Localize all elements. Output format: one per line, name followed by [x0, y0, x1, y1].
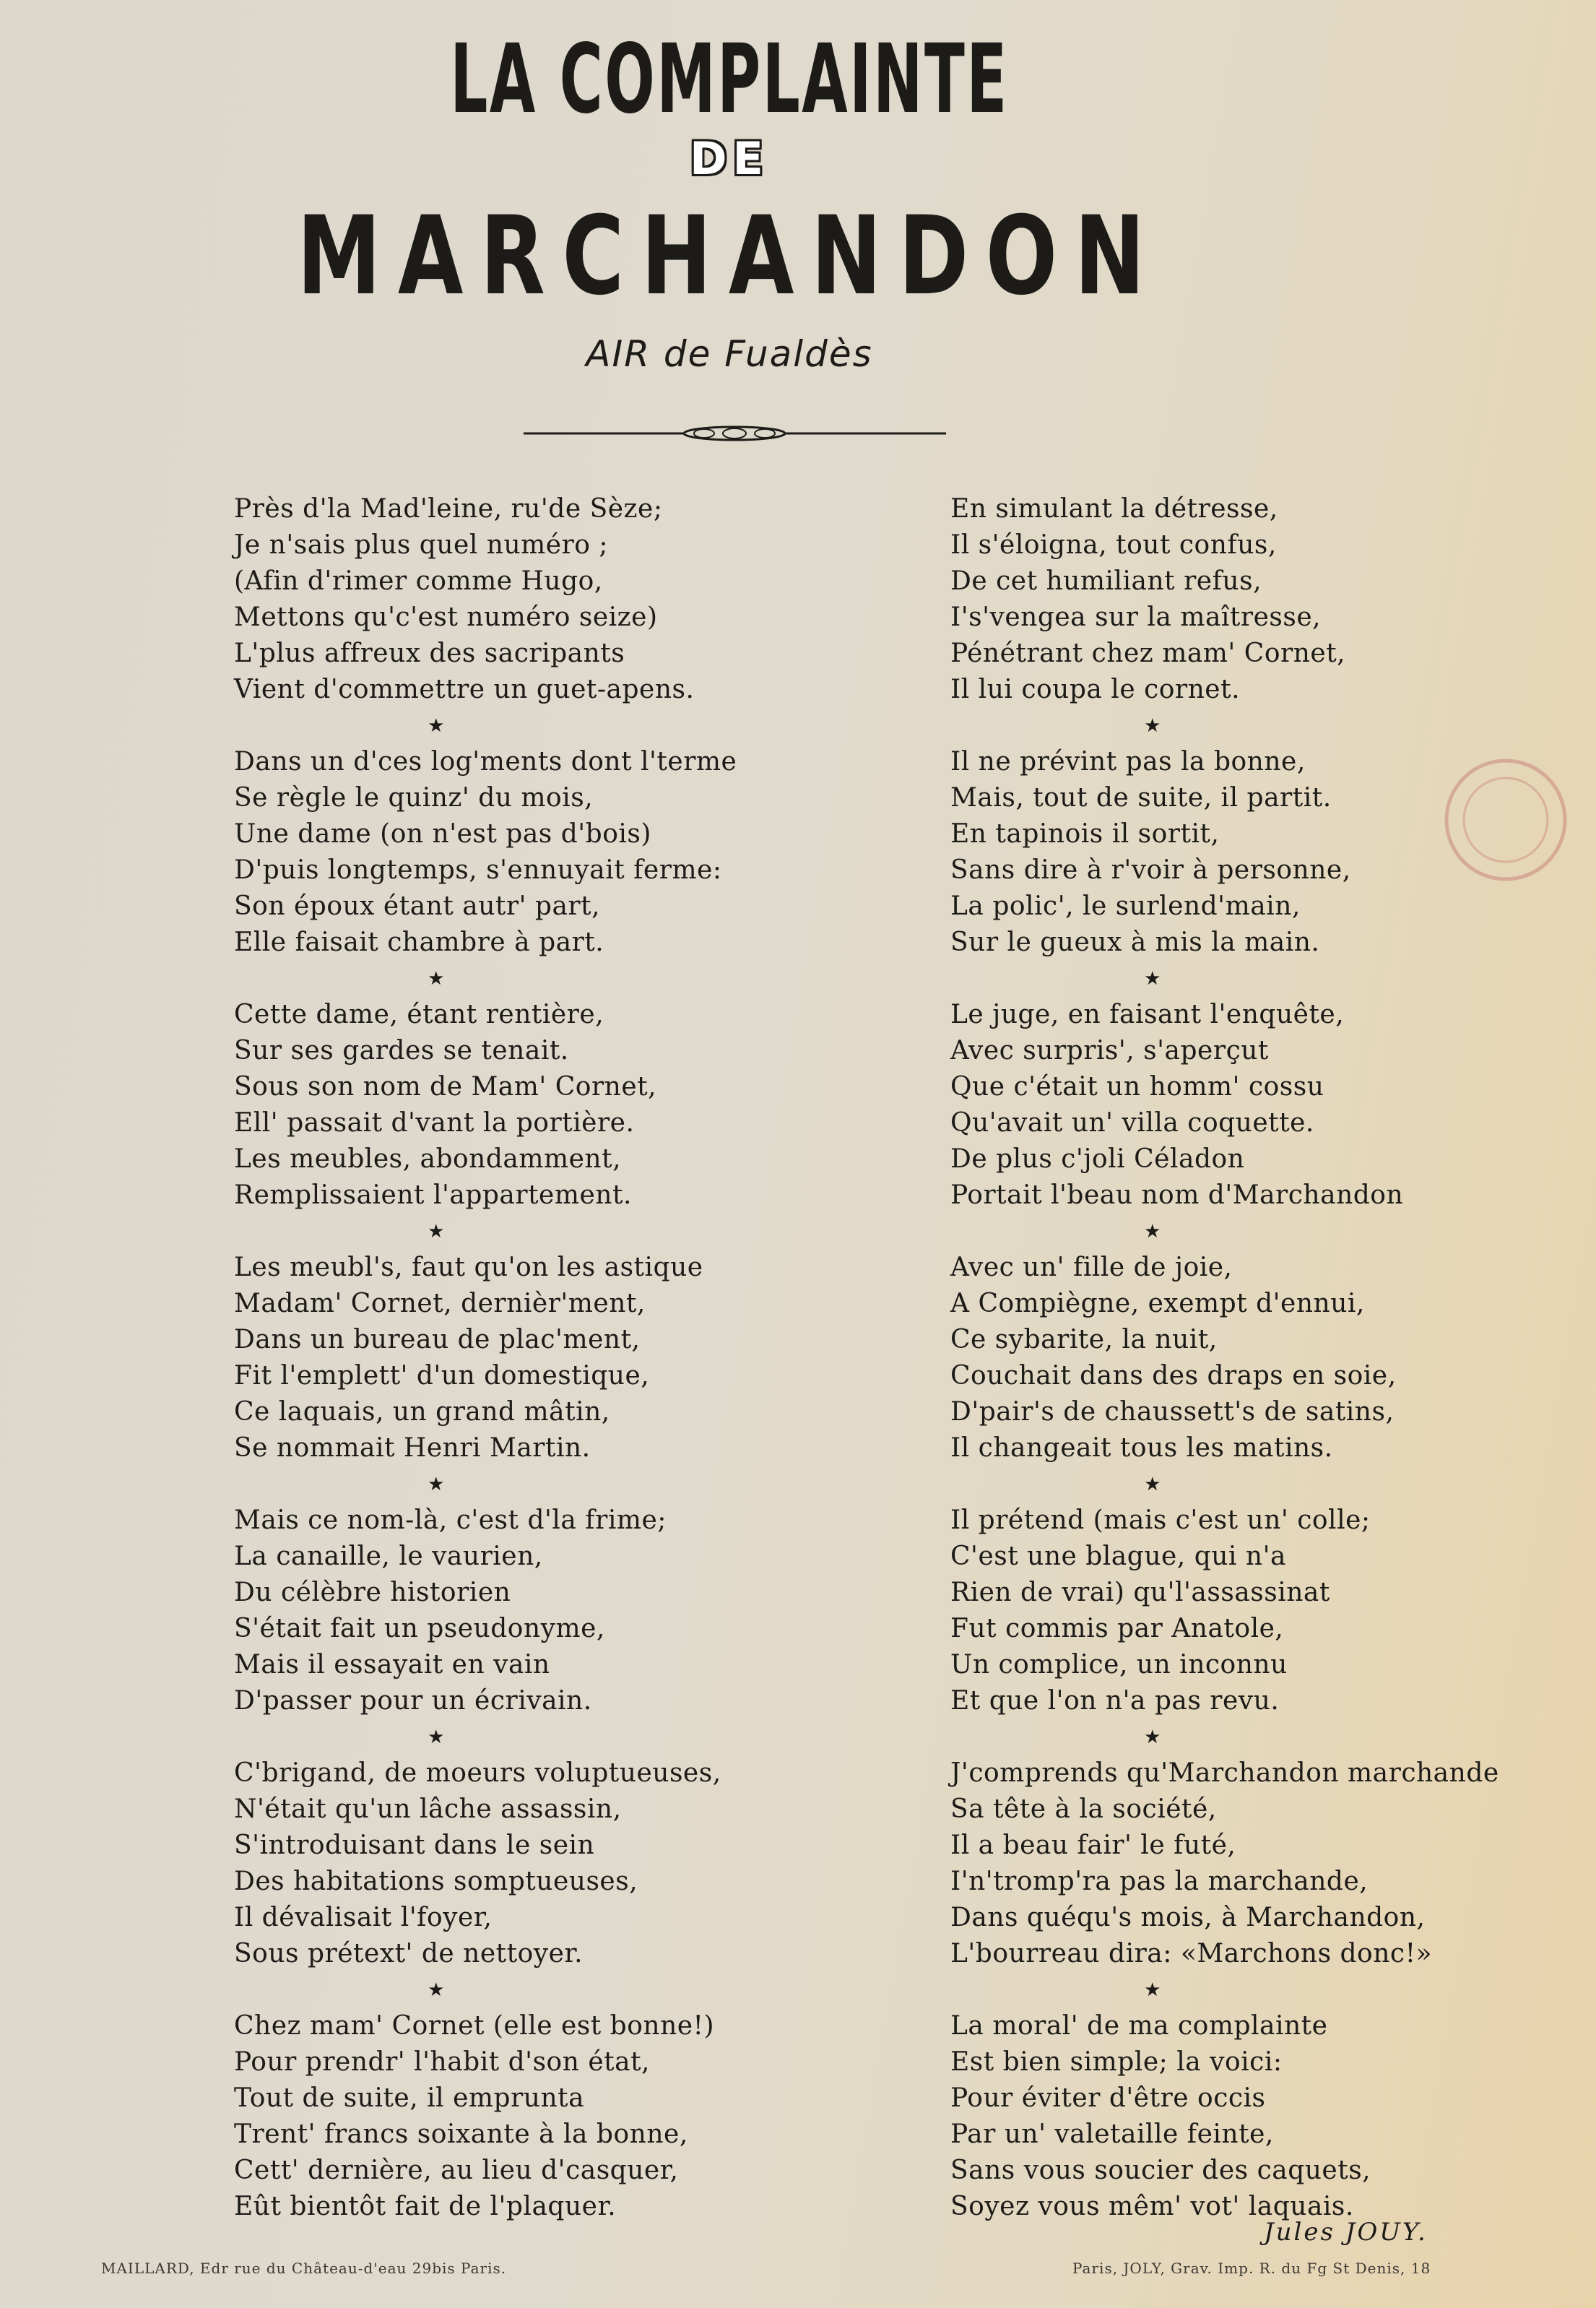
verse-line: D'puis longtemps, s'ennuyait ferme:	[234, 855, 722, 885]
stanza-separator-star-icon: ★	[1144, 1726, 1161, 1748]
verse-line: N'était qu'un lâche assassin,	[234, 1794, 622, 1824]
verse-line: Se règle le quinz' du mois,	[234, 783, 594, 813]
verse-line: Mais, tout de suite, il partit.	[950, 783, 1332, 813]
verse-line: Se nommait Henri Martin.	[234, 1433, 591, 1463]
poem-stanza	[234, 1503, 783, 1719]
verse-line: Madam' Cornet, dernièr'ment,	[234, 1289, 646, 1318]
poem-stanza	[234, 2008, 783, 2225]
verse-line: Remplissaient l'appartement.	[234, 1180, 632, 1210]
verse-line: Tout de suite, il emprunta	[234, 2083, 585, 2113]
verse-line: Pénétrant chez mam' Cornet,	[950, 639, 1346, 668]
verse-line: L'plus affreux des sacripants	[234, 639, 625, 668]
verse-line: Son époux étant autr' part,	[234, 891, 601, 921]
verse-line: Sous son nom de Mam' Cornet,	[234, 1072, 657, 1102]
verse-line: Fut commis par Anatole,	[950, 1614, 1284, 1643]
verse-line: Couchait dans des draps en soie,	[950, 1361, 1397, 1391]
poem-stanza	[950, 1755, 1499, 1972]
verse-line: Qu'avait un' villa coquette.	[950, 1108, 1314, 1138]
verse-line: Ce sybarite, la nuit,	[950, 1325, 1218, 1354]
verse-line: Sa tête à la société,	[950, 1794, 1217, 1824]
poem-stanza	[950, 1250, 1499, 1466]
verse-line: Pour éviter d'être occis	[950, 2083, 1266, 2113]
title-line-1: LA COMPLAINTE	[450, 24, 1009, 135]
verse-line: Sans vous soucier des caquets,	[950, 2156, 1371, 2185]
poem-stanza	[234, 491, 783, 708]
verse-line: Sur le gueux à mis la main.	[950, 928, 1320, 957]
stanza-separator-star-icon: ★	[1144, 968, 1161, 990]
verse-line: Il a beau fair' le futé,	[950, 1831, 1236, 1860]
verse-line: Sans dire à r'voir à personne,	[950, 855, 1351, 885]
verse-line: Avec un' fille de joie,	[950, 1253, 1233, 1282]
verse-line: Il ne prévint pas la bonne,	[950, 747, 1306, 777]
stanza-separator-star-icon: ★	[428, 1474, 445, 1495]
verse-line: Fit l'emplett' d'un domestique,	[234, 1361, 650, 1391]
verse-line: L'bourreau dira: «Marchons donc!»	[950, 1939, 1433, 1968]
verse-line: Portait l'beau nom d'Marchandon	[950, 1180, 1404, 1210]
verse-line: Avec surpris', s'aperçut	[950, 1036, 1269, 1066]
poem-stanza	[950, 1503, 1499, 1719]
stanza-separator-star-icon: ★	[428, 968, 445, 990]
verse-line: Vient d'commettre un guet-apens.	[234, 675, 695, 704]
stanza-separator-star-icon: ★	[428, 715, 445, 737]
verse-line: Il dévalisait l'foyer,	[234, 1903, 493, 1932]
verse-line: Trent' francs soixante à la bonne,	[234, 2119, 688, 2149]
verse-line: Pour prendr' l'habit d'son état,	[234, 2047, 651, 2077]
verse-line: Que c'était un homm' cossu	[950, 1072, 1324, 1102]
verse-line: La moral' de ma complainte	[950, 2011, 1328, 2041]
stanza-separator-star-icon: ★	[1144, 1474, 1161, 1495]
author-signature: Jules JOUY.	[1264, 2218, 1428, 2247]
verse-line: Cett' dernière, au lieu d'casquer,	[234, 2156, 679, 2185]
verse-line: Elle faisait chambre à part.	[234, 928, 604, 957]
verse-line: I'n'tromp'ra pas la marchande,	[950, 1867, 1369, 1896]
poem-right-column	[950, 491, 1499, 2225]
ornament-divider-icon	[524, 423, 946, 444]
verse-line: Cette dame, étant rentière,	[234, 1000, 604, 1029]
verse-line: Il changeait tous les matins.	[950, 1433, 1333, 1463]
poem-stanza	[950, 997, 1499, 1214]
verse-line: Mais il essayait en vain	[234, 1650, 550, 1680]
stanza-separator-star-icon: ★	[428, 1221, 445, 1242]
poem-left-column	[234, 491, 783, 2225]
verse-line: La canaille, le vaurien,	[234, 1542, 543, 1571]
verse-line: J'comprends qu'Marchandon marchande	[950, 1758, 1499, 1788]
verse-line: Il s'éloigna, tout confus,	[950, 530, 1277, 560]
verse-line: C'est une blague, qui n'a	[950, 1542, 1286, 1571]
verse-line: Près d'la Mad'leine, ru'de Sèze;	[234, 494, 663, 524]
subtitle: AIR de Fualdès	[586, 333, 873, 375]
title-line-3: MARCHANDON	[297, 194, 1162, 319]
verse-line: Ce laquais, un grand mâtin,	[234, 1397, 610, 1427]
verse-line: Chez mam' Cornet (elle est bonne!)	[234, 2011, 715, 2041]
stanza-separator-star-icon: ★	[428, 1726, 445, 1748]
verse-line: Dans quéqu's mois, à Marchandon,	[950, 1903, 1426, 1932]
verse-line: En tapinois il sortit,	[950, 819, 1220, 849]
verse-line: A Compiègne, exempt d'ennui,	[950, 1289, 1365, 1318]
verse-line: (Afin d'rimer comme Hugo,	[234, 566, 603, 596]
stanza-separator-star-icon: ★	[428, 1979, 445, 2001]
verse-line: Il lui coupa le cornet.	[950, 675, 1241, 704]
poem-stanza	[234, 997, 783, 1214]
verse-line: Soyez vous mêm' vot' laquais.	[950, 2192, 1354, 2221]
stanza-separator-star-icon: ★	[1144, 715, 1161, 737]
poem-stanza	[234, 1755, 783, 1972]
verse-line: En simulant la détresse,	[950, 494, 1278, 524]
verse-line: De plus c'joli Céladon	[950, 1144, 1245, 1174]
verse-line: Dans un d'ces log'ments dont l'terme	[234, 747, 737, 777]
stanza-separator-star-icon: ★	[1144, 1979, 1161, 2001]
verse-line: Les meubl's, faut qu'on les astique	[234, 1253, 703, 1282]
poster-header	[0, 22, 1459, 383]
verse-line: Rien de vrai) qu'l'assassinat	[950, 1578, 1330, 1607]
title-line-2: DE	[690, 132, 769, 185]
verse-line: Eût bientôt fait de l'plaquer.	[234, 2192, 617, 2221]
verse-line: De cet humiliant refus,	[950, 566, 1262, 596]
verse-line: S'introduisant dans le sein	[234, 1831, 595, 1860]
verse-line: Je n'sais plus quel numéro ;	[234, 530, 609, 560]
verse-line: Des habitations somptueuses,	[234, 1867, 638, 1896]
publisher-imprint: MAILLARD, Edr rue du Château-d'eau 29bis Paris.	[101, 2260, 507, 2277]
verse-line: C'brigand, de moeurs voluptueuses,	[234, 1758, 721, 1788]
verse-line: Mettons qu'c'est numéro seize)	[234, 602, 658, 632]
verse-line: Du célèbre historien	[234, 1578, 511, 1607]
library-stamp-icon	[1434, 748, 1578, 892]
stanza-separator-star-icon: ★	[1144, 1221, 1161, 1242]
verse-line: I's'vengea sur la maîtresse,	[950, 602, 1322, 632]
verse-line: Sous prétext' de nettoyer.	[234, 1939, 584, 1968]
verse-line: Dans un bureau de plac'ment,	[234, 1325, 641, 1354]
verse-line: Mais ce nom-là, c'est d'la frime;	[234, 1505, 667, 1535]
verse-line: Un complice, un inconnu	[950, 1650, 1288, 1680]
verse-line: Et que l'on n'a pas revu.	[950, 1686, 1280, 1716]
poem-stanza	[234, 744, 783, 961]
verse-line: Ell' passait d'vant la portière.	[234, 1108, 635, 1138]
verse-line: Il prétend (mais c'est un' colle;	[950, 1505, 1371, 1535]
verse-line: Les meubles, abondamment,	[234, 1144, 622, 1174]
verse-line: La polic', le surlend'main,	[950, 891, 1301, 921]
verse-line: Sur ses gardes se tenait.	[234, 1036, 569, 1066]
poem-stanza	[950, 2008, 1499, 2225]
verse-line: Par un' valetaille feinte,	[950, 2119, 1274, 2149]
verse-line: Est bien simple; la voici:	[950, 2047, 1283, 2077]
poem-stanza	[234, 1250, 783, 1466]
verse-line: D'pair's de chaussett's de satins,	[950, 1397, 1395, 1427]
verse-line: Le juge, en faisant l'enquête,	[950, 1000, 1345, 1029]
poem-stanza	[950, 744, 1499, 961]
verse-line: Une dame (on n'est pas d'bois)	[234, 819, 651, 849]
printer-imprint: Paris, JOLY, Grav. Imp. R. du Fg St Denis, 18	[1072, 2260, 1431, 2277]
verse-line: S'était fait un pseudonyme,	[234, 1614, 605, 1643]
verse-line: D'passer pour un écrivain.	[234, 1686, 592, 1716]
poem-stanza	[950, 491, 1499, 708]
